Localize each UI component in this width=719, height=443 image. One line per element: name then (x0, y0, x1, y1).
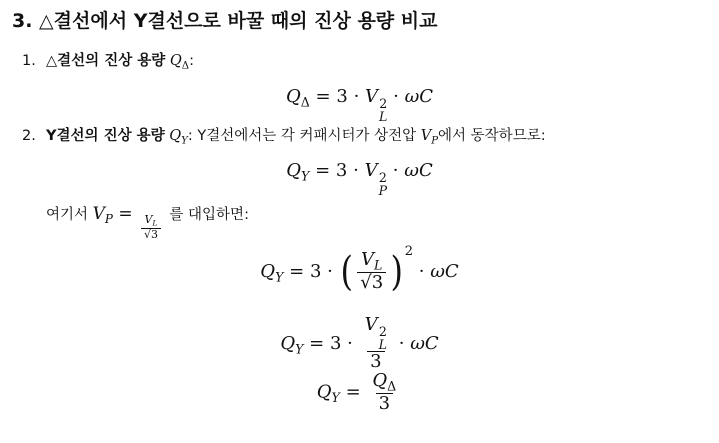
q-y-inline: $Q_Y$ (169, 128, 188, 147)
vp-definition: $V_P$ = $\frac{V_L}{√3}$ (93, 204, 170, 224)
equation-q-y-result: $Q_Y$ = $\frac{Q_\Delta}{3}$ (316, 370, 397, 414)
list-item-2 (22, 124, 546, 147)
vp-inline: $V_P$ (420, 128, 439, 147)
equation-q-delta: $Q_\Delta = 3 \cdot V$ 2 L · ωC (285, 86, 434, 124)
list-item-1: 1. △결선의 진상 용량 $Q_\Delta$: (22, 53, 194, 72)
item2-text-a: : Y결선에서는 각 커패시터가 상전압 (187, 128, 417, 144)
y-capacity-label: Y결선의 진상 용량 (46, 128, 165, 144)
list-number-1: 1. (22, 53, 36, 69)
delta-capacity-label: △결선의 진상 용량 (46, 53, 166, 69)
equation-q-y-phase: $Q_Y = 3 \cdot V$ 2 P · ωC (286, 160, 433, 198)
section-heading: 3. △결선에서 Y결선으로 바꿀 때의 진상 용량 비교 (12, 10, 438, 32)
substitution-line: 여기서 $V_P$ = $\frac{V_L}{√3}$ 를 대입하면: (46, 204, 249, 241)
equation-q-y-substituted: $Q_Y = 3$ · ( $\frac{V_L}{√3}$ ) $^2$ · ωC (260, 244, 459, 295)
item2-text-b: 에서 동작하므로: (438, 128, 546, 144)
list-number-2: 2. (22, 128, 36, 144)
q-delta-inline: $Q_\Delta$ (169, 53, 190, 72)
equation-q-y-simplified: $Q_Y = 3$ · V 2 L 3 · ωC (280, 314, 439, 373)
